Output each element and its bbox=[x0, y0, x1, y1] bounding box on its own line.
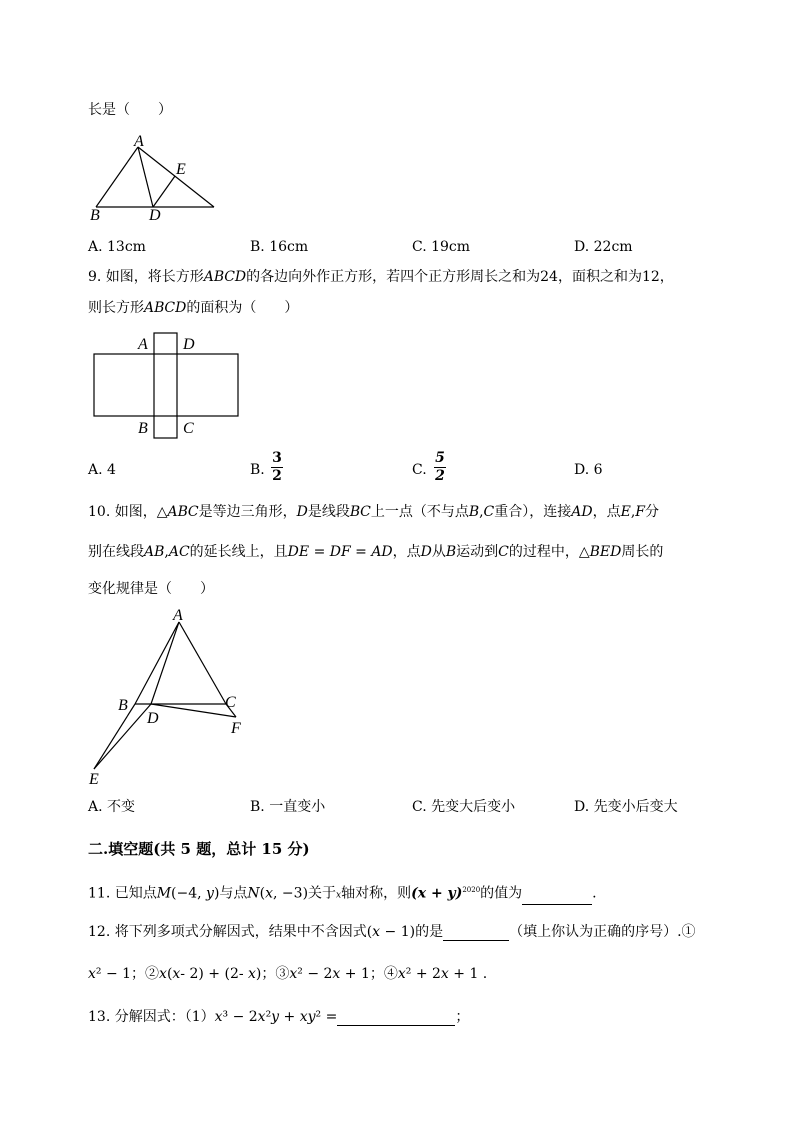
q11-end: . bbox=[592, 885, 597, 902]
q13-answer-blank[interactable] bbox=[337, 1025, 455, 1026]
q11-expression: (x + y) bbox=[411, 885, 463, 902]
q9-stem-line2: 则长方形𝐴𝐵𝐶𝐷的面积为（ ） bbox=[88, 300, 299, 316]
q9-option-b[interactable]: B. bbox=[250, 462, 265, 478]
q11-line bbox=[88, 881, 597, 905]
q9-horizontal-strip bbox=[94, 354, 238, 416]
q9-label-c: C bbox=[183, 420, 194, 437]
q10-seg-ad bbox=[151, 622, 179, 704]
q9-option-d[interactable]: D. 6 bbox=[574, 462, 603, 478]
q10-figure bbox=[84, 604, 254, 790]
q10-label-c: C bbox=[225, 694, 236, 711]
q13-line1 bbox=[88, 1008, 469, 1026]
q12-answer-blank[interactable] bbox=[443, 940, 509, 941]
q12-line1-text: 12. 将下列多项式分解因式，结果中不含因式(𝑥 − 1)的是 bbox=[88, 924, 444, 940]
q11-part2: 轴对称，则 bbox=[341, 885, 412, 902]
q10-option-b[interactable]: B. 一直变小 bbox=[250, 799, 326, 815]
q11-exponent: 2020 bbox=[462, 886, 481, 894]
q9-stem-line1: 9. 如图，将长方形𝐴𝐵𝐶𝐷的各边向外作正方形，若四个正方形周长之和为24，面积之和为12， bbox=[88, 269, 674, 285]
q10-seg-ac bbox=[179, 622, 226, 704]
q8-seg-de bbox=[153, 176, 175, 207]
q8-figure bbox=[86, 134, 226, 224]
q9-figure bbox=[86, 330, 246, 442]
q8-option-a[interactable]: A. 13cm bbox=[88, 239, 146, 255]
q10-seg-df bbox=[151, 704, 236, 717]
q11-x-small: x bbox=[336, 890, 342, 901]
q10-option-c[interactable]: C. 先变大后变小 bbox=[412, 799, 516, 815]
q9-option-b-numerator: 3 bbox=[272, 450, 282, 466]
q10-label-d: D bbox=[147, 710, 159, 727]
q12-line2: 𝑥² − 1；②𝑥(𝑥- 2) + (2- 𝑥)；③𝑥² − 2𝑥 + 1；④𝑥² + 2𝑥 + 1 . bbox=[88, 966, 488, 982]
q9-label-d: D bbox=[183, 336, 195, 353]
q8-label-e: E bbox=[176, 161, 186, 178]
q13-end: ； bbox=[455, 1009, 470, 1025]
section-title-fill-in: 二.填空题(共 5 题，总计 15 分) bbox=[88, 840, 310, 858]
q10-stem-line1: 10. 如图，△𝐴𝐵𝐶是等边三角形，𝐷是线段𝐵𝐶上一点（不与点𝐵,𝐶重合），连接𝐴𝐷，点𝐸,𝐹分 bbox=[88, 504, 659, 520]
q9-option-c[interactable]: C. bbox=[412, 462, 427, 478]
q10-label-f: F bbox=[231, 720, 241, 737]
q10-stem-line2: 别在线段𝐴𝐵,𝐴𝐶的延长线上，且𝐷𝐸 = 𝐷𝐹 = 𝐴𝐷，点𝐷从𝐵运动到𝐶的过程中，△𝐵𝐸𝐷周长的 bbox=[88, 544, 664, 560]
q8-seg-ab bbox=[96, 147, 138, 207]
q8-stem-tail: 长是（ ） bbox=[88, 102, 172, 118]
q11-answer-blank[interactable] bbox=[522, 904, 592, 905]
q8-option-c[interactable]: C. 19cm bbox=[412, 239, 471, 255]
q9-option-c-numerator: 5 bbox=[435, 450, 445, 466]
q8-label-d: D bbox=[149, 207, 161, 224]
q10-label-e: E bbox=[89, 771, 99, 788]
q10-option-d[interactable]: D. 先变小后变大 bbox=[574, 799, 678, 815]
q9-label-a: A bbox=[138, 336, 148, 353]
q9-vertical-strip bbox=[154, 333, 177, 438]
q10-seg-be bbox=[94, 704, 135, 769]
q11-part1: 11. 已知点𝑀(−4, 𝑦)与点𝑁(𝑥, −3)关于 bbox=[88, 885, 337, 902]
q9-option-c-denominator: 2 bbox=[435, 468, 445, 484]
q13-line1-text: 13. 分解因式：（1）𝑥³ − 2𝑥²𝑦 + 𝑥𝑦² = bbox=[88, 1009, 338, 1025]
q8-option-b[interactable]: B. 16cm bbox=[250, 239, 309, 255]
q12-line1-end: （填上你认为正确的序号）.① bbox=[509, 924, 696, 940]
q8-seg-ad bbox=[138, 147, 153, 207]
q8-label-b: B bbox=[90, 207, 100, 224]
q11-part3: 的值为 bbox=[480, 885, 523, 902]
q9-option-b-denominator: 2 bbox=[272, 468, 282, 484]
q9-option-b-fraction bbox=[271, 451, 283, 484]
q12-line1 bbox=[88, 923, 696, 941]
q10-label-b: B bbox=[118, 697, 128, 714]
q10-option-a[interactable]: A. 不变 bbox=[88, 799, 136, 815]
q10-label-a: A bbox=[173, 607, 183, 624]
q8-label-a: A bbox=[134, 134, 144, 150]
q10-seg-ab bbox=[135, 622, 179, 704]
q9-option-a[interactable]: A. 4 bbox=[88, 462, 116, 478]
q10-stem-line3: 变化规律是（ ） bbox=[88, 581, 214, 597]
q8-option-d[interactable]: D. 22cm bbox=[574, 239, 633, 255]
q9-option-c-fraction bbox=[434, 451, 446, 484]
q9-label-b: B bbox=[138, 420, 148, 437]
